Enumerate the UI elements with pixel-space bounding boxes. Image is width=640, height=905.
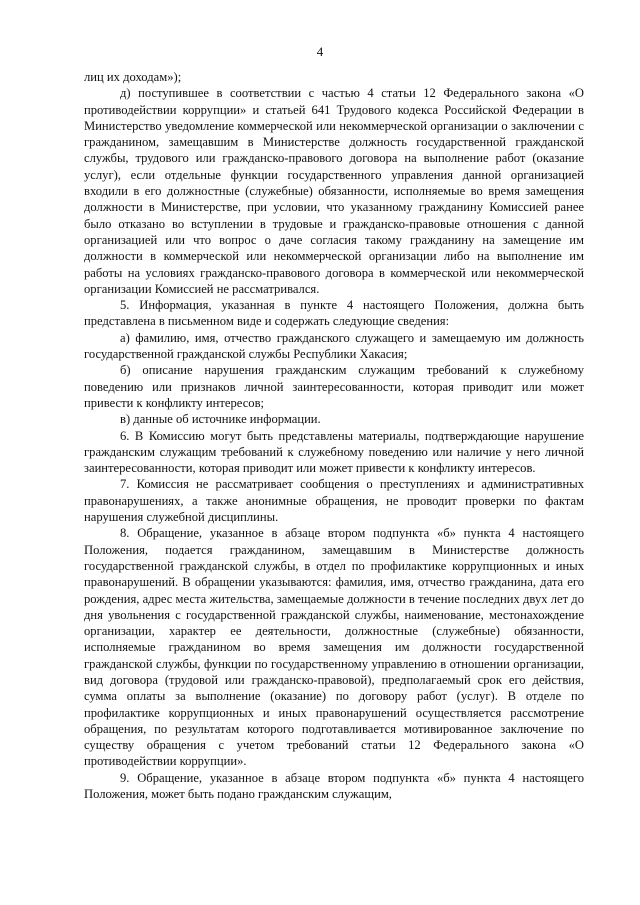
paragraph-5-a: а) фамилию, имя, отчество гражданского служащего и замещаемую им должность государственной гражданской службы Республики Хакасия; — [84, 330, 584, 362]
document-body — [84, 69, 584, 802]
page-number: 4 — [316, 44, 324, 59]
paragraph-8: 8. Обращение, указанное в абзаце втором подпункта «б» пункта 4 настоящего Положения, подается гражданином, замещавшим в Министерстве должность государственной гражданской службы, в отдел по профилактике коррупционных и иных правонарушений. В обращении указываются: фамилия, имя, отчество гражданина, дата его рождения, адрес места жительства, замещаемые должности в течение последних двух лет до дня увольнения с государственной гражданской службы, наименование, местонахождение организации, характер ее деятельности, должностные (служебные) обязанности, исполняемые гражданином во время замещения им должности государственной гражданской службы, функции по государственному управлению в отношении организации, вид договора (трудовой или гражданско-правовой), предполагаемый срок его действия, сумма оплаты за выполнение (оказание) по договору работ (услуг). В отделе по профилактике коррупционных и иных правонарушений осуществляется рассмотрение обращения, по результатам которого подготавливается мотивированное заключение по существу обращения с учетом требований статьи 12 Федерального закона «О противодействии коррупции». — [84, 526, 584, 769]
paragraph-7: 7. Комиссия не рассматривает сообщения о преступлениях и административных правонарушениях, а также анонимные обращения, не проводит проверки по фактам нарушения служебной дисциплины. — [84, 477, 584, 525]
paragraph-item-d: д) поступившее в соответствии с частью 4 статьи 12 Федерального закона «О противодействии коррупции» и статьей 641 Трудового кодекса Российской Федерации в Министерство уведомление коммерческой или некоммерческой организации о заключении с гражданином, замещавшим в Министерстве должность государственной гражданской службы, трудового или гражданско-правового договора на выполнение работ (оказание услуг), если отдельные функции государственного управления данной организацией входили в его должностные (служебные) обязанности, исполняемые во время замещения должности в Министерстве, при условии, что указанному гражданину Комиссией ранее было отказано во вступлении в трудовые и гражданско-правовые отношения с данной организацией или что вопрос о даче согласия такому гражданину на замещение им должности в коммерческой или некоммерческой организации либо на выполнение им работы на условиях гражданско-правового договора в коммерческой или некоммерческой организации Комиссией не рассматривался. — [84, 86, 584, 296]
paragraph-5-v: в) данные об источнике информации. — [120, 412, 321, 427]
paragraph-continuation: лиц их доходам»); — [84, 70, 182, 84]
paragraph-6: 6. В Комиссию могут быть представлены материалы, подтверждающие нарушение гражданским служащим требований к служебному поведению или наличие у него личной заинтересованности, которая приводит или может привести к конфликту интересов. — [84, 428, 584, 476]
paragraph-5: 5. Информация, указанная в пункте 4 настоящего Положения, должна быть представлена в письменном виде и содержать следующие сведения: — [84, 298, 584, 329]
paragraph-5-b: б) описание нарушения гражданским служащим требований к служебному поведению или признаков личной заинтересованности, которая приводит или может привести к конфликту интересов; — [84, 363, 584, 410]
paragraph-9: 9. Обращение, указанное в абзаце втором подпункта «б» пункта 4 настоящего Положения, может быть подано гражданским служащим, — [84, 770, 584, 802]
